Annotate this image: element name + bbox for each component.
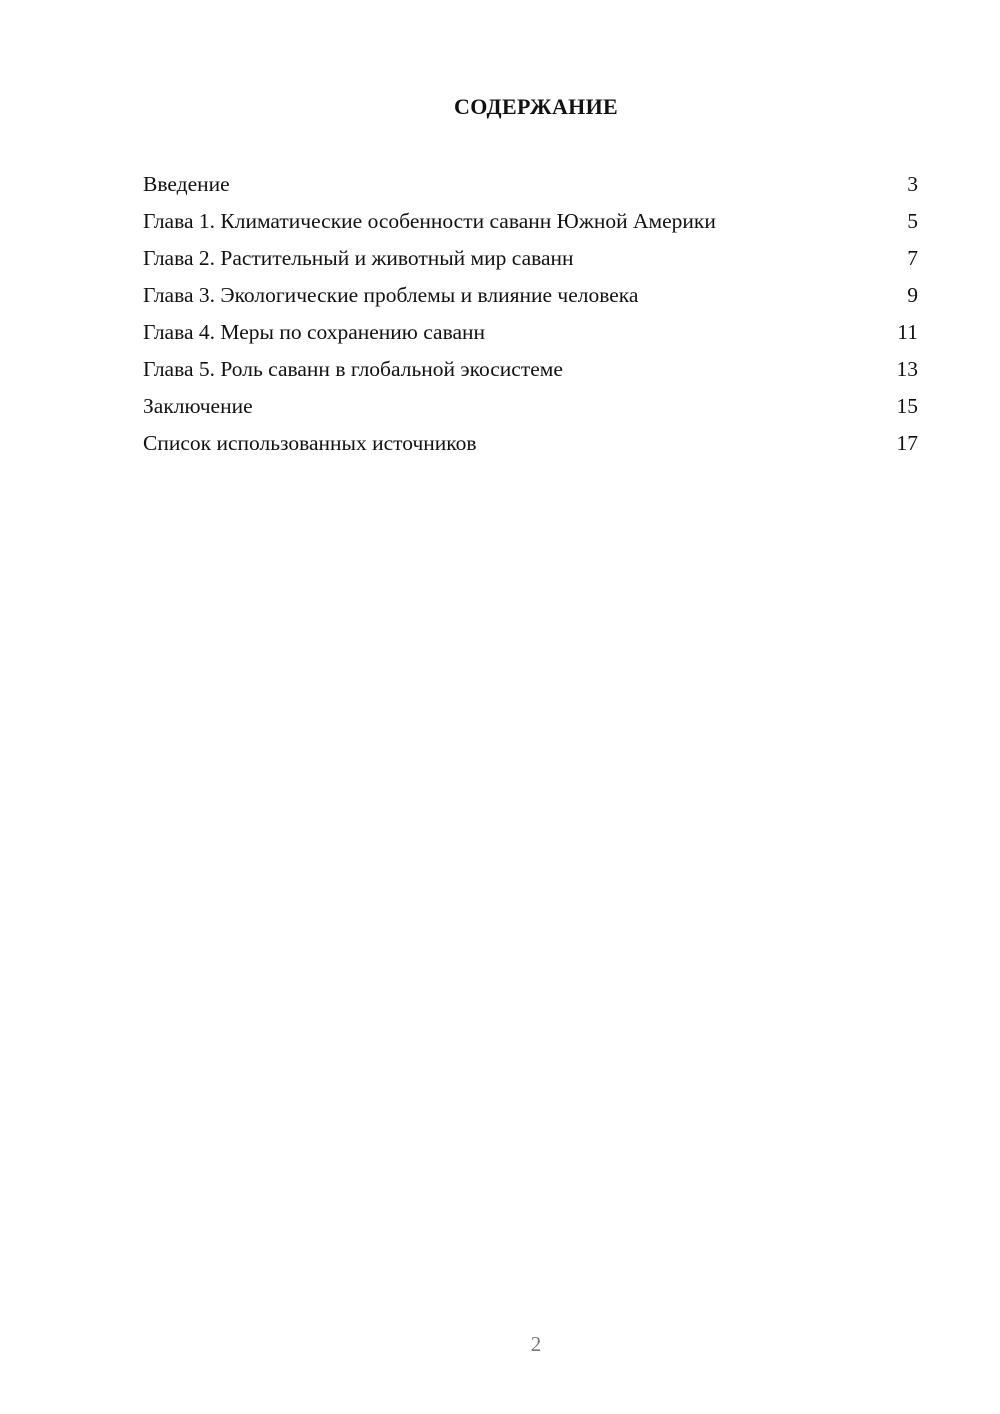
toc-entry[interactable] — [143, 388, 918, 425]
toc-entry-page: 9 — [907, 283, 918, 307]
toc-entry[interactable] — [143, 351, 918, 388]
toc-entry[interactable] — [143, 203, 918, 240]
toc-entry-page: 17 — [896, 431, 918, 455]
toc-entry[interactable] — [143, 166, 918, 203]
toc-entry-page: 15 — [896, 394, 918, 418]
toc-entry-title: Введение — [143, 172, 230, 196]
toc-entry-title: Глава 3. Экологические проблемы и влияние человека — [143, 283, 639, 307]
toc-entry-title: Глава 5. Роль саванн в глобальной экосистеме — [143, 357, 563, 381]
toc-entry[interactable] — [143, 240, 918, 277]
table-of-contents — [143, 166, 918, 462]
toc-entry[interactable] — [143, 314, 918, 351]
toc-entry[interactable] — [143, 277, 918, 314]
toc-entry-page: 7 — [907, 246, 918, 270]
toc-entry-page: 13 — [896, 357, 918, 381]
toc-entry-page: 11 — [897, 320, 918, 344]
toc-entry-title: Заключение — [143, 394, 253, 418]
toc-entry-page: 5 — [907, 209, 918, 233]
toc-entry[interactable] — [143, 425, 918, 462]
toc-entry-title: Глава 4. Меры по сохранению саванн — [143, 320, 486, 344]
toc-entry-title: Список использованных источников — [143, 431, 477, 455]
page-number: 2 — [530, 1332, 542, 1356]
toc-entry-page: 3 — [907, 172, 918, 196]
toc-entry-title: Глава 1. Климатические особенности саванн Южной Америки — [143, 209, 716, 233]
toc-entry-title: Глава 2. Растительный и животный мир саванн — [143, 246, 574, 270]
page-title: СОДЕРЖАНИЕ — [454, 94, 618, 119]
